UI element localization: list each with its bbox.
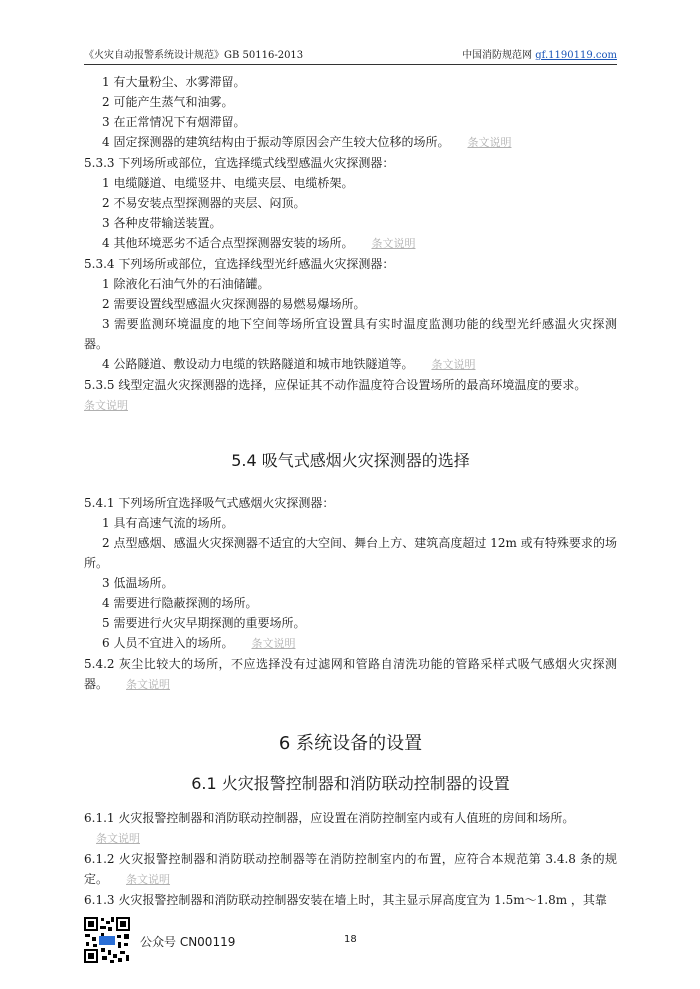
- list-item: 5 需要进行火灾早期探测的重要场所。: [102, 616, 306, 630]
- page-footer: [82, 915, 615, 967]
- clause-note-link[interactable]: 条文说明: [84, 399, 128, 412]
- list-item-text: 4 其他环境恶劣不适合点型探测器安装的场所。: [102, 236, 354, 250]
- qr-code-icon: [82, 915, 132, 965]
- clause-6-1-1: 6.1.1 火灾报警控制器和消防联动控制器，应设置在消防控制室内或有人值班的房间和场所。: [84, 811, 575, 825]
- list-item: [84, 233, 617, 254]
- list-item: 3 各种皮带输送装置。: [102, 216, 222, 230]
- clause-6-1-3: 6.1.3 火灾报警控制器和消防联动控制器安装在墙上时，其主显示屏高度宜为 1.5m～1.8m ，其靠: [84, 893, 607, 907]
- section-heading-6-1: 6.1 火灾报警控制器和消防联动控制器的设置: [191, 774, 510, 793]
- list-item: 3 低温场所。: [102, 576, 174, 590]
- header-site: [462, 50, 617, 62]
- list-item: 3 需要监测环境温度的地下空间等场所宜设置具有实时温度监测功能的线型光纤感温火灾探测器。: [84, 317, 617, 351]
- list-item: 1 具有高速气流的场所。: [102, 516, 234, 530]
- note-row: [84, 828, 617, 849]
- clause-text: 6.1.2 火灾报警控制器和消防联动控制器等在消防控制室内的布置，应符合本规范第 3.4.8 条的规定。: [84, 852, 617, 886]
- clause-5-3-5: 5.3.5 线型定温火灾探测器的选择，应保证其不动作温度符合设置场所的最高环境温度的要求。: [84, 378, 587, 392]
- list-item: 4 需要进行隐蔽探测的场所。: [102, 596, 258, 610]
- list-item: 1 除液化石油气外的石油储罐。: [102, 277, 270, 291]
- list-item: 3 在正常情况下有烟滞留。: [102, 115, 246, 129]
- list-item-text: 6 人员不宜进入的场所。: [102, 636, 234, 650]
- list-item: [84, 354, 617, 375]
- page-header: [84, 50, 617, 65]
- header-doc-title: 《火灾自动报警系统设计规范》GB 50116-2013: [84, 50, 304, 61]
- clause-note-link[interactable]: 条文说明: [431, 358, 476, 371]
- page-number: 18: [344, 934, 357, 945]
- clause-note-link[interactable]: 条文说明: [251, 637, 296, 650]
- list-item: 2 需要设置线型感温火灾探测器的易燃易爆场所。: [102, 297, 366, 311]
- clause-6-1-2: [84, 849, 617, 890]
- wechat-account: 公众号 CN00119: [140, 935, 236, 949]
- list-item: 1 有大量粉尘、水雾滞留。: [102, 75, 246, 89]
- list-item: 2 点型感烟、感温火灾探测器不适宜的大空间、舞台上方、建筑高度超过 12m 或有特殊要求的场所。: [84, 536, 617, 570]
- clause-5-3-4: 5.3.4 下列场所或部位，宜选择线型光纤感温火灾探测器：: [84, 257, 395, 271]
- list-item: [84, 633, 617, 654]
- header-site-name: 中国消防规范网: [462, 50, 536, 61]
- list-item: 2 不易安装点型探测器的夹层、闷顶。: [102, 196, 306, 210]
- list-item-text: 4 固定探测器的建筑结构由于振动等原因会产生较大位移的场所。: [102, 135, 450, 149]
- clause-5-3-3: 5.3.3 下列场所或部位，宜选择缆式线型感温火灾探测器：: [84, 156, 395, 170]
- clause-note-link[interactable]: 条文说明: [126, 873, 171, 886]
- chapter-heading-6: 6 系统设备的设置: [278, 733, 423, 754]
- list-item: [84, 132, 617, 153]
- section-heading-5-4: 5.4 吸气式感烟火灾探测器的选择: [231, 451, 470, 470]
- list-item: 2 可能产生蒸气和油雾。: [102, 95, 234, 109]
- clause-5-4-2: [84, 654, 617, 695]
- page-content: [84, 72, 617, 910]
- header-site-link[interactable]: gf.1190119.com: [535, 50, 617, 61]
- clause-note-link[interactable]: 条文说明: [96, 832, 140, 845]
- clause-note-link[interactable]: 条文说明: [126, 678, 171, 691]
- list-item-text: 4 公路隧道、敷设动力电缆的铁路隧道和城市地铁隧道等。: [102, 357, 414, 371]
- clause-text: 5.4.2 灰尘比较大的场所，不应选择没有过滤网和管路自清洗功能的管路采样式吸气感烟火灾探测器。: [84, 657, 617, 691]
- clause-note-link[interactable]: 条文说明: [371, 237, 416, 250]
- list-item: 1 电缆隧道、电缆竖井、电缆夹层、电缆桥架。: [102, 176, 354, 190]
- clause-note-link[interactable]: 条文说明: [467, 136, 512, 149]
- note-row: [84, 395, 617, 416]
- clause-5-4-1: 5.4.1 下列场所宜选择吸气式感烟火灾探测器：: [84, 496, 335, 510]
